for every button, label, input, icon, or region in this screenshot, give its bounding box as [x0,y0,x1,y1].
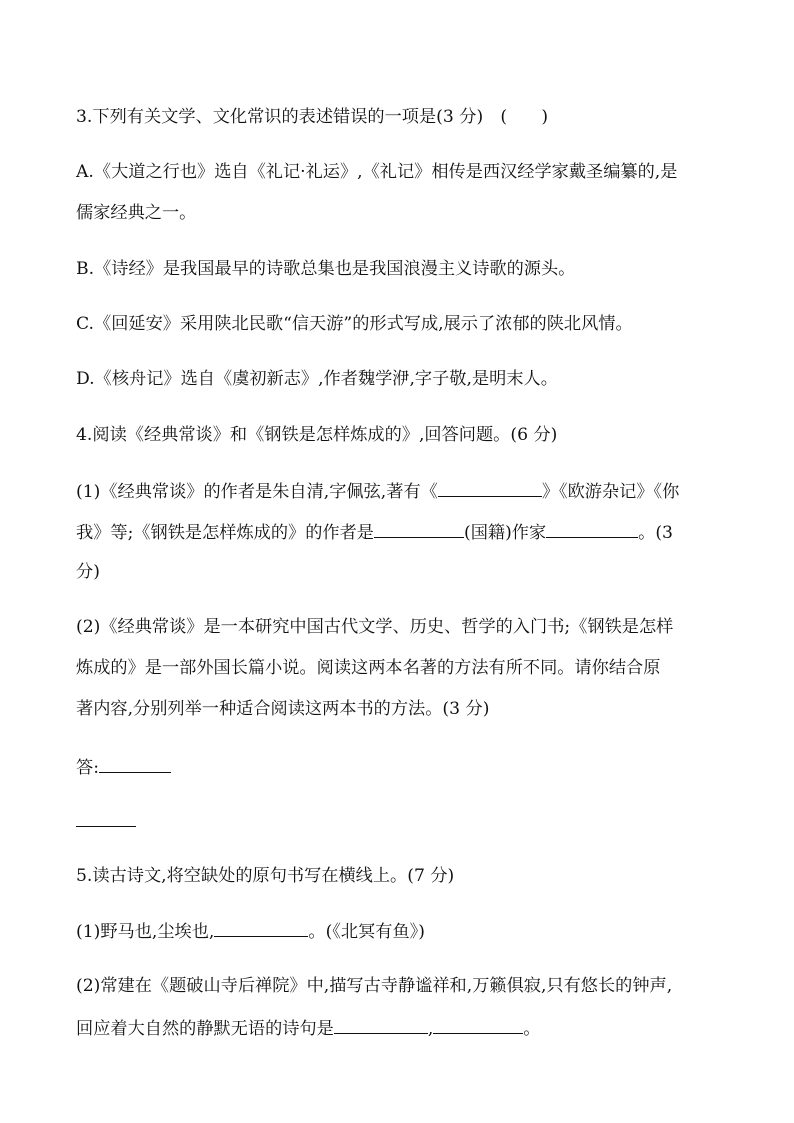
q4-part1-text-b: 》《欧游杂记》《你 [541,482,680,502]
q4-answer-line [76,756,171,778]
q4-part1-text-e: 。(3 [638,523,673,543]
q3-option-d: D.《核舟记》选自《虞初新志》,作者魏学洢,字子敬,是明末人。 [76,369,558,389]
q5-part2-text-b: , [427,1019,434,1039]
q4-part1-text-d: (国籍)作家 [463,523,547,543]
q5-part2-text-c: 。 [523,1019,541,1039]
q4-part1-text-c: 我》等;《钢铁是怎样炼成的》的作者是 [76,523,374,543]
answer-blank[interactable] [214,920,308,937]
q4-stem: 4.阅读《经典常谈》和《钢铁是怎样炼成的》,回答问题。(6 分) [76,425,558,445]
answer-blank[interactable] [438,480,542,497]
q5-part2-text-a: 回应着大自然的静默无语的诗句是 [76,1019,334,1039]
q3-stem: 3.下列有关文学、文化常识的表述错误的一项是(3 分) ( ) [76,107,549,127]
q5-part1-text-a: (1)野马也,尘埃也, [76,922,215,942]
answer-blank[interactable] [374,521,464,538]
q4-part1-text-a: (1)《经典常谈》的作者是朱自清,字佩弦,著有《 [76,482,438,502]
q4-answer-line2 [76,810,136,832]
q5-part2-line2 [76,1017,541,1039]
q3-option-a-line1: A.《大道之行也》选自《礼记·礼运》,《礼记》相传是西汉经学家戴圣编纂的,是 [76,162,678,182]
q3-option-a-line2: 儒家经典之一。 [76,203,197,223]
q3-option-b: B.《诗经》是我国最早的诗歌总集也是我国浪漫主义诗歌的源头。 [76,259,576,279]
q3-option-c: C.《回延安》采用陕北民歌“信天游”的形式写成,展示了浓郁的陕北风情。 [76,314,633,334]
q5-stem: 5.读古诗文,将空缺处的原句书写在横线上。(7 分) [76,866,455,886]
q5-part1 [76,920,425,942]
q4-part2-line3: 著内容,分别列举一种适合阅读这两本书的方法。(3 分) [76,699,490,719]
q5-part2-line1: (2)常建在《题破山寺后禅院》中,描写古寺静谧祥和,万籁俱寂,只有悠长的钟声, [76,976,673,996]
answer-blank[interactable] [546,521,638,538]
answer-blank[interactable] [334,1017,428,1034]
answer-blank[interactable] [76,810,136,827]
answer-blank[interactable] [433,1017,523,1034]
answer-blank[interactable] [99,756,171,773]
q4-part1-line2 [76,521,673,543]
q4-part1-line3: 分) [76,562,100,582]
q4-part1-line1 [76,480,679,502]
q5-part1-text-b: 。(《北冥有鱼》) [308,922,425,942]
answer-label: 答: [76,758,99,778]
q4-part2-line1: (2)《经典常谈》是一本研究中国古代文学、历史、哲学的入门书;《钢铁是怎样 [76,617,674,637]
q4-part2-line2: 炼成的》是一部外国长篇小说。阅读这两本名著的方法有所不同。请你结合原 [76,658,661,678]
